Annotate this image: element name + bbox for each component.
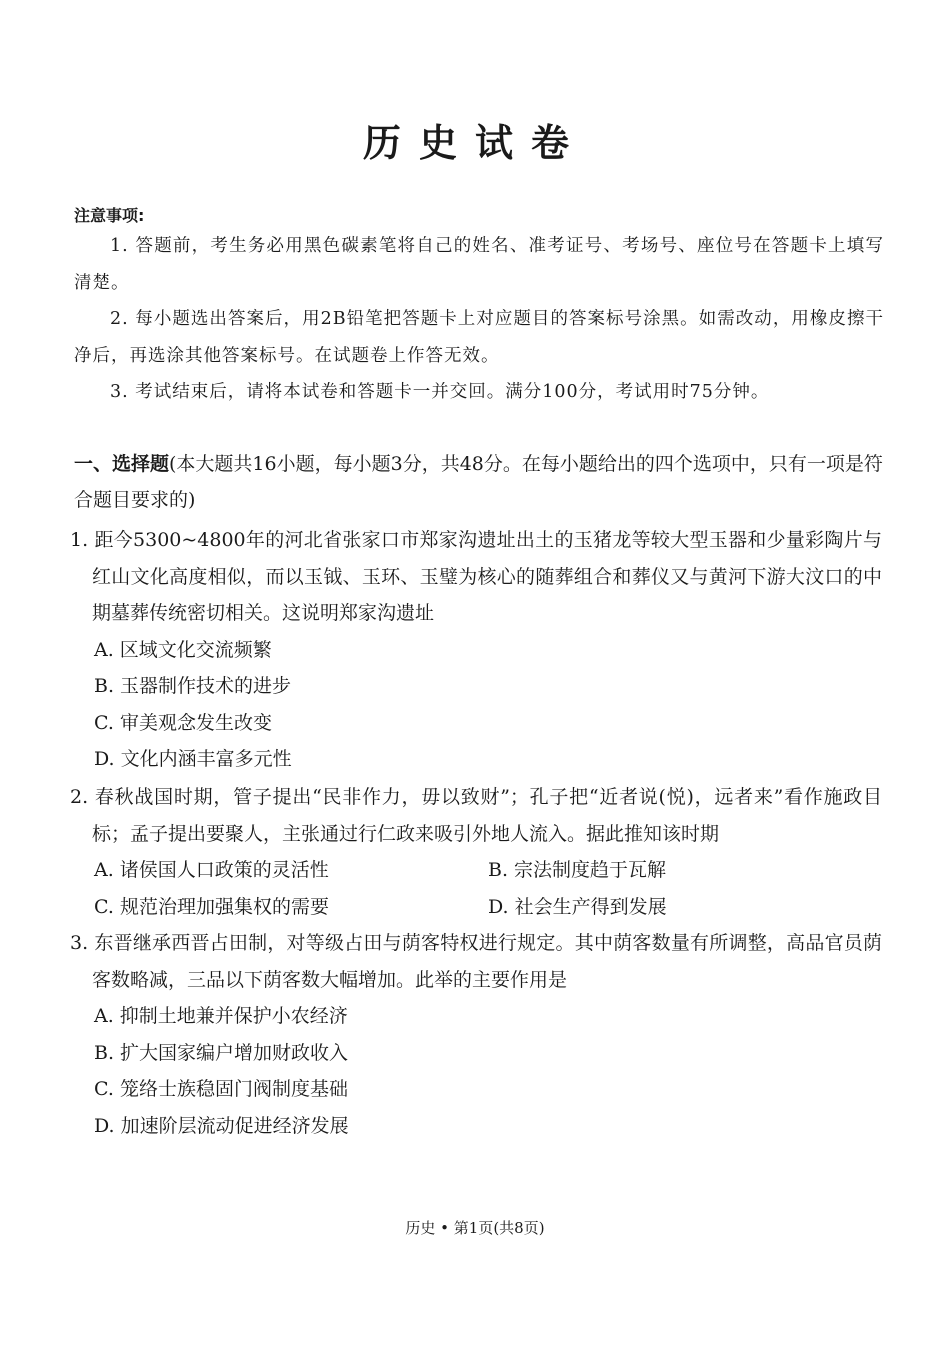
section-header [74,446,884,518]
notes-list [74,228,884,411]
option-d: D. 文化内涵丰富多元性 [94,748,292,770]
option-c: C. 规范治理加强集权的需要 [94,895,329,918]
note-item: 3. 考试结束后，请将本试卷和答题卡一并交回。满分100分，考试用时75分钟。 [110,382,770,402]
note-item: 2. 每小题选出答案后，用2B铅笔把答题卡上对应题目的答案标号涂黑。如需改动，用橡皮擦干净后，再选涂其他答案标号。在试题卷上作答无效。 [74,309,884,366]
option-a: A. 区域文化交流频繁 [94,638,272,661]
option-row [70,889,882,926]
option-a: A. 抑制土地兼并保护小农经济 [94,1005,348,1027]
note-item: 1. 答题前，考生务必用黑色碳素笔将自己的姓名、准考证号、考场号、座位号在答题卡上填写清楚。 [74,236,884,293]
question-stem: 1. 距今5300~4800年的河北省张家口市郑家沟遗址出土的玉猪龙等较大型玉器和少量彩陶片与红山文化高度相似，而以玉钺、玉环、玉璧为核心的随葬组合和葬仪又与黄河下游大汶口的中期墓葬传统密切相关。这说明郑家沟遗址 [70,529,882,624]
option-b: B. 宗法制度趋于瓦解 [488,859,667,881]
question-3 [70,925,882,1144]
question-1 [70,522,882,778]
option-row [70,852,882,889]
section-heading: 一、选择题 [74,453,170,475]
option-b: B. 扩大国家编户增加财政收入 [94,1041,349,1064]
question-2 [70,779,882,925]
option-b: B. 玉器制作技术的进步 [94,675,292,697]
option-c: C. 笼络士族稳固门阀制度基础 [94,1078,348,1100]
question-stem: 2. 春秋战国时期，管子提出“民非作力，毋以致财”；孔子把“近者说(悦)，远者来”看作施政目标；孟子提出要聚人，主张通过行仁政来吸引外地人流入。据此推知该时期 [70,786,882,845]
notes-heading: 注意事项: [74,206,145,225]
page-footer: 历史 • 第1页(共8页) [405,1219,545,1237]
option-d: D. 社会生产得到发展 [488,895,667,918]
option-a: A. 诸侯国人口政策的灵活性 [94,859,329,881]
option-d: D. 加速阶层流动促进经济发展 [94,1114,349,1137]
question-stem: 3. 东晋继承西晋占田制，对等级占田与荫客特权进行规定。其中荫客数量有所调整，高品官员荫客数略减，三品以下荫客数大幅增加。此举的主要作用是 [70,932,882,991]
page-title: 历史试卷 [362,121,587,165]
section-description: (本大题共16小题，每小题3分，共48分。在每小题给出的四个选项中，只有一项是符合题目要求的) [74,453,883,511]
option-c: C. 审美观念发生改变 [94,711,272,734]
